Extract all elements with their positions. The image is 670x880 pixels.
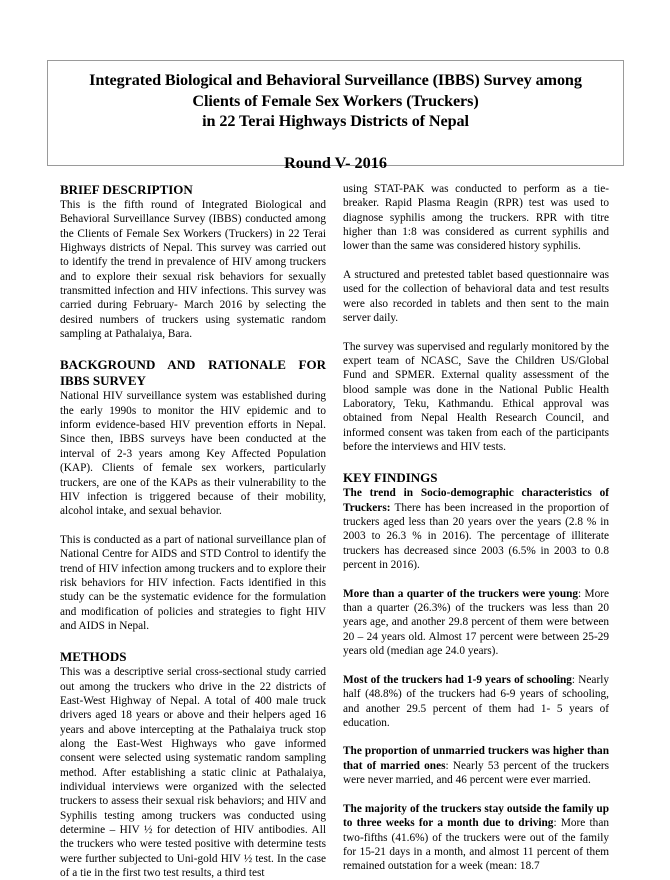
title-line-3: in 22 Terai Highways Districts of Nepal — [202, 112, 469, 130]
key-finding-item — [343, 744, 609, 787]
key-finding-lead: More than a quarter of the truckers were young — [343, 587, 579, 600]
heading-background-line1: BACKGROUND AND RATIONALE FOR — [60, 357, 326, 373]
key-finding-body: : More than two-fifths (41.6%) of the truckers were out of the family for 15-21 days in a month, and almost 11 percent of them remained outstation for a week (mean: 18.7 — [343, 817, 609, 873]
key-finding-lead: The proportion of unmarried truckers was higher than that of married ones — [343, 745, 609, 772]
key-finding-body: : Nearly half (48.8%) of the truckers had 6-9 years of schooling, and another 29.5 percent of them had 1- 5 years of education. — [343, 673, 609, 729]
title-line-2: Clients of Female Sex Workers (Truckers) — [192, 91, 479, 110]
paragraph-background-1: National HIV surveillance system was established during the early 1990s to monitor the HIV epidemic and to inform evidence-based HIV prevention efforts in Nepal. Since then, IBBS surveys have been conducted at the interval of 2-3 years among Key Affected Population (KAP). Clients of female sex workers, particularly truckers, are one of the KAPs as their vulnerability to the HIV infection is triggered because of their mobility, alcohol intake, and sexual behavior. — [60, 390, 326, 518]
heading-background-line2: IBBS SURVEY — [60, 373, 146, 389]
key-finding-item — [343, 587, 609, 659]
key-finding-body: : More than a quarter (26.3%) of the truckers was less than 20 years age, and another 29.8 percent of them were between 20 – 24 years old. Almost 17 percent were between 25-29 years old (median age 24.0 years). — [343, 587, 609, 658]
paragraph-questionnaire: A structured and pretested tablet based questionnaire was used for the collection of behavioral data and test results were also recorded in tablets and then sent to the main server daily. — [343, 269, 609, 325]
key-finding-body: There has been increased in the proportion of truckers aged less than 20 years over the years (2.8 % in 2003 to 26.3 % in 2016). The percentage of illiterate truckers has decreased since 2003 (6.5% in 2003 to 0.8 percent in 2016). — [343, 501, 609, 572]
key-finding-body: : Nearly 53 percent of the truckers were never married, and 46 percent were ever married. — [343, 759, 609, 787]
title-box — [47, 60, 624, 172]
right-column — [343, 182, 609, 874]
paragraph-methods: This was a descriptive serial cross-sectional study carried out among the truckers who drive in the 22 districts of East-West Highway of Nepal. A total of 400 male truck drivers aged 18 years or above and their helpers aged 16 years and above intercepting at the Pathalaiya truck stop along the East-West Highways who gave informed consent were selected using systematic random sampling method. After establishing a static clinic at Pathalaiya, individual interviews were organized with the selected truckers to assess their sexual risk behaviors; and HIV and Syphilis testing among truckers was conducted using determine – HIV ½ for detection of HIV antibodies. All the truckers who were tested positive with determine tests were further subjected to Uni-gold HIV ½ test. In the case of a tie in the first two test results, a third test — [60, 666, 326, 880]
title-line-1: Integrated Biological and Behavioral Surveillance (IBBS) Survey among — [89, 71, 582, 89]
key-finding-lead: The trend in Socio-demographic characteristics of Truckers: — [343, 487, 609, 514]
heading-methods: METHODS — [60, 649, 127, 665]
round-label: Round V- 2016 — [284, 153, 387, 172]
heading-key-findings: KEY FINDINGS — [343, 470, 438, 486]
heading-brief-description: BRIEF DESCRIPTION — [60, 182, 193, 197]
left-column — [60, 182, 326, 880]
paragraph-background-2: This is conducted as a part of national surveillance plan of National Centre for AIDS and STD Control to identify the trend of HIV infection among truckers and to explore their risk behaviors for HIV infection. Facts identified in this study can be the systematic evidence for the formulation and modification of policies and strategies to fight HIV and AIDS in Nepal. — [60, 533, 326, 632]
paragraph-supervision: The survey was supervised and regularly monitored by the expert team of NCASC, Save the Children US/Global Fund and SPMER. External quality assessment of the blood sample was done in the National Public Health Laboratory, Teku, Kathmandu. Ethical approval was obtained from Nepal Health Research Council, and informed consent was taken from each of the participants before the interviews and HIV tests. — [343, 340, 609, 454]
key-finding-lead: The majority of the truckers stay outside the family up to three weeks for a month due to driving — [343, 802, 609, 830]
paragraph-methods-continued: using STAT-PAK was conducted to perform as a tie-breaker. Rapid Plasma Reagin (RPR) test was used to diagnose syphilis among the truckers. RPR with titre higher than 1:8 was considered as current syphilis and lower than the same was considered history syphilis. — [343, 183, 609, 253]
paragraph-brief-description: This is the fifth round of Integrated Biological and Behavioral Surveillance Survey (IBBS) conducted among the Clients of Female Sex Workers (Truckers) in 22 Terai Highways districts of Nepal. This survey was carried out to identify the trend in prevalence of HIV among truckers and to explore their sexual risk behaviors for sexually transmitted infection and HIV infections. This survey was carried during February- March 2016 by selecting the desired numbers of truckers using systematic random sampling at Pathalaiya, Bara. — [60, 199, 326, 341]
key-finding-item — [343, 802, 609, 874]
key-finding-lead: Most of the truckers had 1-9 years of schooling — [343, 673, 572, 686]
key-finding-item — [343, 486, 609, 572]
key-finding-item — [343, 673, 609, 730]
